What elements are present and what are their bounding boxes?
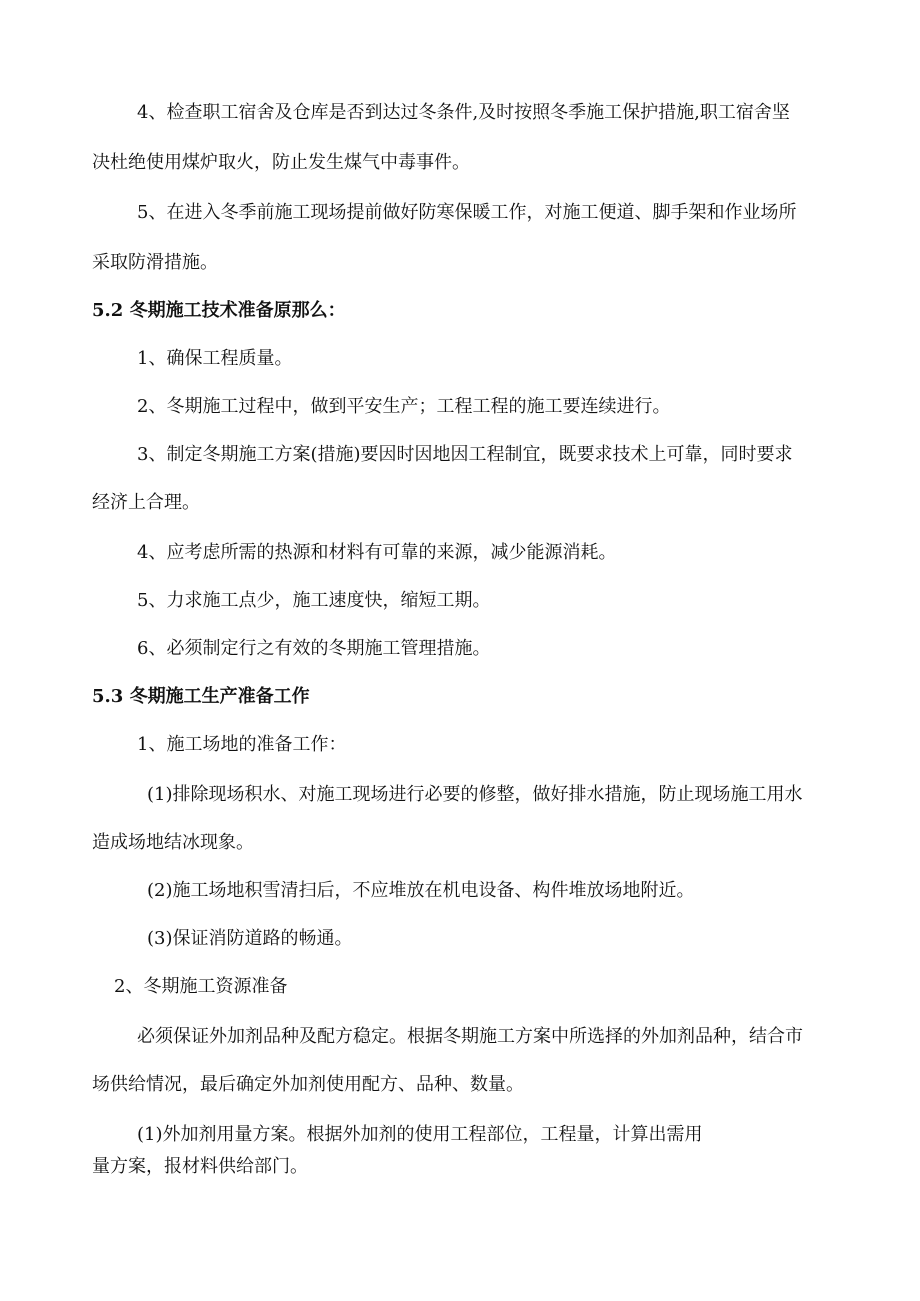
item-5: 5、力求施工点少，施工速度快，缩短工期。 (137, 590, 491, 611)
para-5-line-2: 采取防滑措施。 (92, 252, 218, 273)
para-5-line-1: 5、在进入冬季前施工现场提前做好防寒保暖工作，对施工便道、脚手架和作业场所 (137, 202, 797, 223)
item-2: 2、冬期施工过程中，做到平安生产；工程工程的施工要连续进行。 (137, 396, 671, 417)
resource-para-line-2: 场供给情况，最后确定外加剂使用配方、品种、数量。 (92, 1074, 524, 1095)
sub-item-2: (2)施工场地积雪清扫后，不应堆放在机电设备、构件堆放场地附近。 (147, 880, 695, 901)
resource-para-line-1: 必须保证外加剂品种及配方稳定。根据冬期施工方案中所选择的外加剂品种，结合市 (137, 1026, 803, 1047)
item-6: 6、必须制定行之有效的冬期施工管理措施。 (137, 638, 491, 659)
sub-item-3: (3)保证消防道路的畅通。 (147, 928, 353, 949)
subsection-1: 1、施工场地的准备工作： (137, 734, 347, 755)
item-3-line-1: 3、制定冬期施工方案(措施)要因时因地因工程制宜，既要求技术上可靠，同时要求 (137, 444, 793, 465)
item-1: 1、确保工程质量。 (137, 348, 293, 369)
subsection-2: 2、冬期施工资源准备 (114, 976, 288, 997)
additive-plan-line-1: (1)外加剂用量方案。根据外加剂的使用工程部位，工程量，计算出需用 (137, 1124, 703, 1145)
item-3-line-2: 经济上合理。 (92, 492, 200, 513)
para-4-line-2: 决杜绝使用煤炉取火，防止发生煤气中毒事件。 (92, 152, 470, 173)
section-heading-5-3: 5.3 冬期施工生产准备工作 (92, 686, 310, 707)
sub-item-1-line-1: (1)排除现场积水、对施工现场进行必要的修整，做好排水措施，防止现场施工用水 (147, 784, 803, 805)
item-4: 4、应考虑所需的热源和材料有可靠的来源，减少能源消耗。 (137, 542, 617, 563)
para-4-line-1: 4、检查职工宿舍及仓库是否到达过冬条件,及时按照冬季施工保护措施,职工宿舍坚 (137, 102, 790, 123)
section-heading-5-2: 5.2 冬期施工技术准备原那么： (92, 300, 346, 321)
sub-item-1-line-2: 造成场地结冰现象。 (92, 832, 254, 853)
additive-plan-line-2: 量方案，报材料供给部门。 (92, 1156, 308, 1177)
